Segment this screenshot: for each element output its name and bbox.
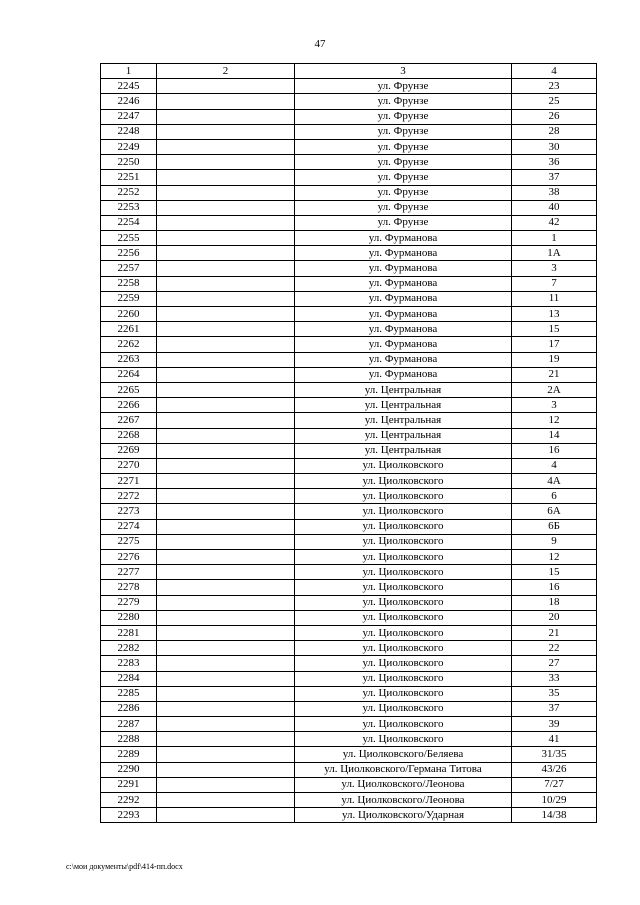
row-number-cell: 2272 <box>101 489 157 504</box>
street-cell: ул. Фрунзе <box>295 94 512 109</box>
row-number-cell: 2271 <box>101 474 157 489</box>
row-number-cell: 2284 <box>101 671 157 686</box>
table-row <box>101 170 597 185</box>
row-number-cell: 2258 <box>101 276 157 291</box>
row-number-cell: 2292 <box>101 793 157 808</box>
row-number-cell: 2281 <box>101 625 157 640</box>
house-number-cell: 11 <box>512 291 597 306</box>
page-number: 47 <box>314 38 326 50</box>
house-number-cell: 1 <box>512 231 597 246</box>
table-header-row <box>101 64 597 79</box>
row-col2-cell <box>157 595 295 610</box>
house-number-cell: 20 <box>512 610 597 625</box>
row-col2-cell <box>157 656 295 671</box>
row-number-cell: 2263 <box>101 352 157 367</box>
street-cell: ул. Циолковского <box>295 519 512 534</box>
house-number-cell: 16 <box>512 580 597 595</box>
table-row <box>101 155 597 170</box>
house-number-cell: 40 <box>512 200 597 215</box>
table-row <box>101 231 597 246</box>
street-cell: ул. Циолковского <box>295 686 512 701</box>
table-row <box>101 777 597 792</box>
street-cell: ул. Центральная <box>295 428 512 443</box>
row-col2-cell <box>157 808 295 823</box>
table-row <box>101 458 597 473</box>
row-number-cell: 2260 <box>101 307 157 322</box>
street-cell: ул. Центральная <box>295 398 512 413</box>
row-number-cell: 2286 <box>101 701 157 716</box>
row-col2-cell <box>157 641 295 656</box>
house-number-cell: 37 <box>512 170 597 185</box>
row-number-cell: 2267 <box>101 413 157 428</box>
house-number-cell: 43/26 <box>512 762 597 777</box>
house-number-cell: 22 <box>512 641 597 656</box>
table-row <box>101 367 597 382</box>
street-cell: ул. Фрунзе <box>295 79 512 94</box>
row-number-cell: 2285 <box>101 686 157 701</box>
house-number-cell: 23 <box>512 79 597 94</box>
street-cell: ул. Циолковского <box>295 504 512 519</box>
house-number-cell: 3 <box>512 398 597 413</box>
row-col2-cell <box>157 519 295 534</box>
row-col2-cell <box>157 474 295 489</box>
street-cell: ул. Фрунзе <box>295 124 512 139</box>
row-col2-cell <box>157 139 295 154</box>
row-col2-cell <box>157 79 295 94</box>
row-col2-cell <box>157 291 295 306</box>
street-cell: ул. Циолковского <box>295 701 512 716</box>
house-number-cell: 9 <box>512 534 597 549</box>
street-cell: ул. Фурманова <box>295 261 512 276</box>
table-row <box>101 382 597 397</box>
house-number-cell: 6 <box>512 489 597 504</box>
row-number-cell: 2250 <box>101 155 157 170</box>
row-number-cell: 2261 <box>101 322 157 337</box>
house-number-cell: 31/35 <box>512 747 597 762</box>
table-row <box>101 79 597 94</box>
street-cell: ул. Фурманова <box>295 231 512 246</box>
column-header-street: 3 <box>295 64 512 79</box>
row-number-cell: 2262 <box>101 337 157 352</box>
table-row <box>101 185 597 200</box>
house-number-cell: 14/38 <box>512 808 597 823</box>
street-cell: ул. Фрунзе <box>295 200 512 215</box>
row-number-cell: 2257 <box>101 261 157 276</box>
street-cell: ул. Циолковского/Германа Титова <box>295 762 512 777</box>
house-number-cell: 19 <box>512 352 597 367</box>
table-row <box>101 94 597 109</box>
row-number-cell: 2288 <box>101 732 157 747</box>
row-number-cell: 2249 <box>101 139 157 154</box>
row-number-cell: 2245 <box>101 79 157 94</box>
house-number-cell: 15 <box>512 565 597 580</box>
column-header-2: 2 <box>157 64 295 79</box>
house-number-cell: 12 <box>512 413 597 428</box>
street-cell: ул. Фрунзе <box>295 215 512 230</box>
house-number-cell: 26 <box>512 109 597 124</box>
house-number-cell: 27 <box>512 656 597 671</box>
street-cell: ул. Фурманова <box>295 276 512 291</box>
row-col2-cell <box>157 124 295 139</box>
row-number-cell: 2277 <box>101 565 157 580</box>
house-number-cell: 41 <box>512 732 597 747</box>
row-number-cell: 2279 <box>101 595 157 610</box>
street-cell: ул. Центральная <box>295 413 512 428</box>
table-body <box>101 79 597 823</box>
house-number-cell: 36 <box>512 155 597 170</box>
row-number-cell: 2269 <box>101 443 157 458</box>
table-row <box>101 610 597 625</box>
street-cell: ул. Циолковского/Леонова <box>295 777 512 792</box>
table-row <box>101 200 597 215</box>
row-col2-cell <box>157 565 295 580</box>
table-row <box>101 352 597 367</box>
house-number-cell: 15 <box>512 322 597 337</box>
row-col2-cell <box>157 398 295 413</box>
table-row <box>101 641 597 656</box>
street-cell: ул. Циолковского <box>295 671 512 686</box>
street-cell: ул. Циолковского <box>295 565 512 580</box>
house-number-cell: 21 <box>512 367 597 382</box>
row-col2-cell <box>157 352 295 367</box>
table-row <box>101 398 597 413</box>
table-row <box>101 656 597 671</box>
row-number-cell: 2247 <box>101 109 157 124</box>
house-number-cell: 21 <box>512 625 597 640</box>
street-cell: ул. Циолковского <box>295 534 512 549</box>
column-header-number: 1 <box>101 64 157 79</box>
row-col2-cell <box>157 200 295 215</box>
street-cell: ул. Фурманова <box>295 337 512 352</box>
street-cell: ул. Циолковского <box>295 641 512 656</box>
house-number-cell: 4А <box>512 474 597 489</box>
street-cell: ул. Циолковского <box>295 732 512 747</box>
table-row <box>101 625 597 640</box>
street-cell: ул. Фурманова <box>295 352 512 367</box>
row-col2-cell <box>157 777 295 792</box>
row-col2-cell <box>157 170 295 185</box>
house-number-cell: 10/29 <box>512 793 597 808</box>
street-cell: ул. Фрунзе <box>295 170 512 185</box>
street-cell: ул. Циолковского <box>295 489 512 504</box>
row-col2-cell <box>157 246 295 261</box>
row-col2-cell <box>157 109 295 124</box>
row-col2-cell <box>157 580 295 595</box>
row-col2-cell <box>157 215 295 230</box>
row-number-cell: 2251 <box>101 170 157 185</box>
row-col2-cell <box>157 367 295 382</box>
house-number-cell: 38 <box>512 185 597 200</box>
row-col2-cell <box>157 610 295 625</box>
house-number-cell: 6Б <box>512 519 597 534</box>
row-col2-cell <box>157 550 295 565</box>
table-row <box>101 291 597 306</box>
table-row <box>101 671 597 686</box>
row-number-cell: 2291 <box>101 777 157 792</box>
row-number-cell: 2274 <box>101 519 157 534</box>
house-number-cell: 14 <box>512 428 597 443</box>
row-number-cell: 2290 <box>101 762 157 777</box>
table-row <box>101 595 597 610</box>
row-number-cell: 2246 <box>101 94 157 109</box>
row-col2-cell <box>157 261 295 276</box>
house-number-cell: 18 <box>512 595 597 610</box>
address-table <box>100 63 597 823</box>
row-number-cell: 2268 <box>101 428 157 443</box>
row-col2-cell <box>157 185 295 200</box>
street-cell: ул. Фрунзе <box>295 185 512 200</box>
row-col2-cell <box>157 762 295 777</box>
table-row <box>101 489 597 504</box>
house-number-cell: 28 <box>512 124 597 139</box>
footer-file-path: c:\мои документы\pdf\414-пп.docx <box>66 862 183 871</box>
table-row <box>101 322 597 337</box>
house-number-cell: 7/27 <box>512 777 597 792</box>
row-col2-cell <box>157 413 295 428</box>
street-cell: ул. Фурманова <box>295 246 512 261</box>
row-number-cell: 2256 <box>101 246 157 261</box>
row-col2-cell <box>157 747 295 762</box>
street-cell: ул. Циолковского <box>295 625 512 640</box>
house-number-cell: 37 <box>512 701 597 716</box>
table-row <box>101 717 597 732</box>
row-number-cell: 2280 <box>101 610 157 625</box>
street-cell: ул. Циолковского/Беляева <box>295 747 512 762</box>
street-cell: ул. Центральная <box>295 443 512 458</box>
row-col2-cell <box>157 443 295 458</box>
house-number-cell: 6А <box>512 504 597 519</box>
house-number-cell: 2А <box>512 382 597 397</box>
street-cell: ул. Циолковского <box>295 458 512 473</box>
table-row <box>101 337 597 352</box>
house-number-cell: 4 <box>512 458 597 473</box>
row-number-cell: 2266 <box>101 398 157 413</box>
house-number-cell: 1А <box>512 246 597 261</box>
house-number-cell: 30 <box>512 139 597 154</box>
street-cell: ул. Циолковского <box>295 580 512 595</box>
table-row <box>101 808 597 823</box>
street-cell: ул. Циолковского <box>295 474 512 489</box>
table-row <box>101 550 597 565</box>
row-col2-cell <box>157 793 295 808</box>
table-row <box>101 443 597 458</box>
table-row <box>101 474 597 489</box>
row-number-cell: 2270 <box>101 458 157 473</box>
street-cell: ул. Фрунзе <box>295 139 512 154</box>
table-row <box>101 793 597 808</box>
table-row <box>101 534 597 549</box>
table-row <box>101 732 597 747</box>
row-number-cell: 2252 <box>101 185 157 200</box>
row-number-cell: 2248 <box>101 124 157 139</box>
row-col2-cell <box>157 322 295 337</box>
table-row <box>101 276 597 291</box>
table-row <box>101 762 597 777</box>
row-col2-cell <box>157 489 295 504</box>
table-row <box>101 109 597 124</box>
house-number-cell: 13 <box>512 307 597 322</box>
row-col2-cell <box>157 504 295 519</box>
row-col2-cell <box>157 717 295 732</box>
house-number-cell: 16 <box>512 443 597 458</box>
street-cell: ул. Циолковского <box>295 550 512 565</box>
street-cell: ул. Фурманова <box>295 367 512 382</box>
table-row <box>101 124 597 139</box>
table-row <box>101 139 597 154</box>
street-cell: ул. Центральная <box>295 382 512 397</box>
table-row <box>101 686 597 701</box>
street-cell: ул. Циолковского/Леонова <box>295 793 512 808</box>
row-col2-cell <box>157 382 295 397</box>
table-row <box>101 261 597 276</box>
house-number-cell: 12 <box>512 550 597 565</box>
table-row <box>101 580 597 595</box>
row-col2-cell <box>157 732 295 747</box>
row-col2-cell <box>157 428 295 443</box>
street-cell: ул. Циолковского <box>295 656 512 671</box>
row-col2-cell <box>157 337 295 352</box>
table-row <box>101 504 597 519</box>
street-cell: ул. Циолковского <box>295 610 512 625</box>
street-cell: ул. Фурманова <box>295 307 512 322</box>
row-col2-cell <box>157 671 295 686</box>
house-number-cell: 17 <box>512 337 597 352</box>
street-cell: ул. Циолковского <box>295 595 512 610</box>
row-number-cell: 2255 <box>101 231 157 246</box>
row-col2-cell <box>157 307 295 322</box>
row-number-cell: 2254 <box>101 215 157 230</box>
row-number-cell: 2253 <box>101 200 157 215</box>
row-col2-cell <box>157 534 295 549</box>
table-row <box>101 413 597 428</box>
row-number-cell: 2259 <box>101 291 157 306</box>
house-number-cell: 25 <box>512 94 597 109</box>
row-col2-cell <box>157 276 295 291</box>
street-cell: ул. Фурманова <box>295 291 512 306</box>
table-row <box>101 428 597 443</box>
table-row <box>101 701 597 716</box>
row-number-cell: 2265 <box>101 382 157 397</box>
house-number-cell: 33 <box>512 671 597 686</box>
row-number-cell: 2273 <box>101 504 157 519</box>
table-row <box>101 307 597 322</box>
row-number-cell: 2289 <box>101 747 157 762</box>
row-number-cell: 2293 <box>101 808 157 823</box>
row-col2-cell <box>157 701 295 716</box>
house-number-cell: 39 <box>512 717 597 732</box>
row-col2-cell <box>157 155 295 170</box>
row-number-cell: 2287 <box>101 717 157 732</box>
table-row <box>101 565 597 580</box>
row-col2-cell <box>157 458 295 473</box>
row-number-cell: 2264 <box>101 367 157 382</box>
house-number-cell: 7 <box>512 276 597 291</box>
row-number-cell: 2275 <box>101 534 157 549</box>
row-col2-cell <box>157 686 295 701</box>
row-col2-cell <box>157 625 295 640</box>
street-cell: ул. Фрунзе <box>295 109 512 124</box>
row-number-cell: 2278 <box>101 580 157 595</box>
row-number-cell: 2282 <box>101 641 157 656</box>
house-number-cell: 3 <box>512 261 597 276</box>
street-cell: ул. Циолковского <box>295 717 512 732</box>
street-cell: ул. Фурманова <box>295 322 512 337</box>
table-row <box>101 246 597 261</box>
row-col2-cell <box>157 94 295 109</box>
column-header-house: 4 <box>512 64 597 79</box>
street-cell: ул. Фрунзе <box>295 155 512 170</box>
table-row <box>101 519 597 534</box>
house-number-cell: 35 <box>512 686 597 701</box>
row-number-cell: 2276 <box>101 550 157 565</box>
row-number-cell: 2283 <box>101 656 157 671</box>
row-col2-cell <box>157 231 295 246</box>
house-number-cell: 42 <box>512 215 597 230</box>
table-row <box>101 215 597 230</box>
table-row <box>101 747 597 762</box>
street-cell: ул. Циолковского/Ударная <box>295 808 512 823</box>
